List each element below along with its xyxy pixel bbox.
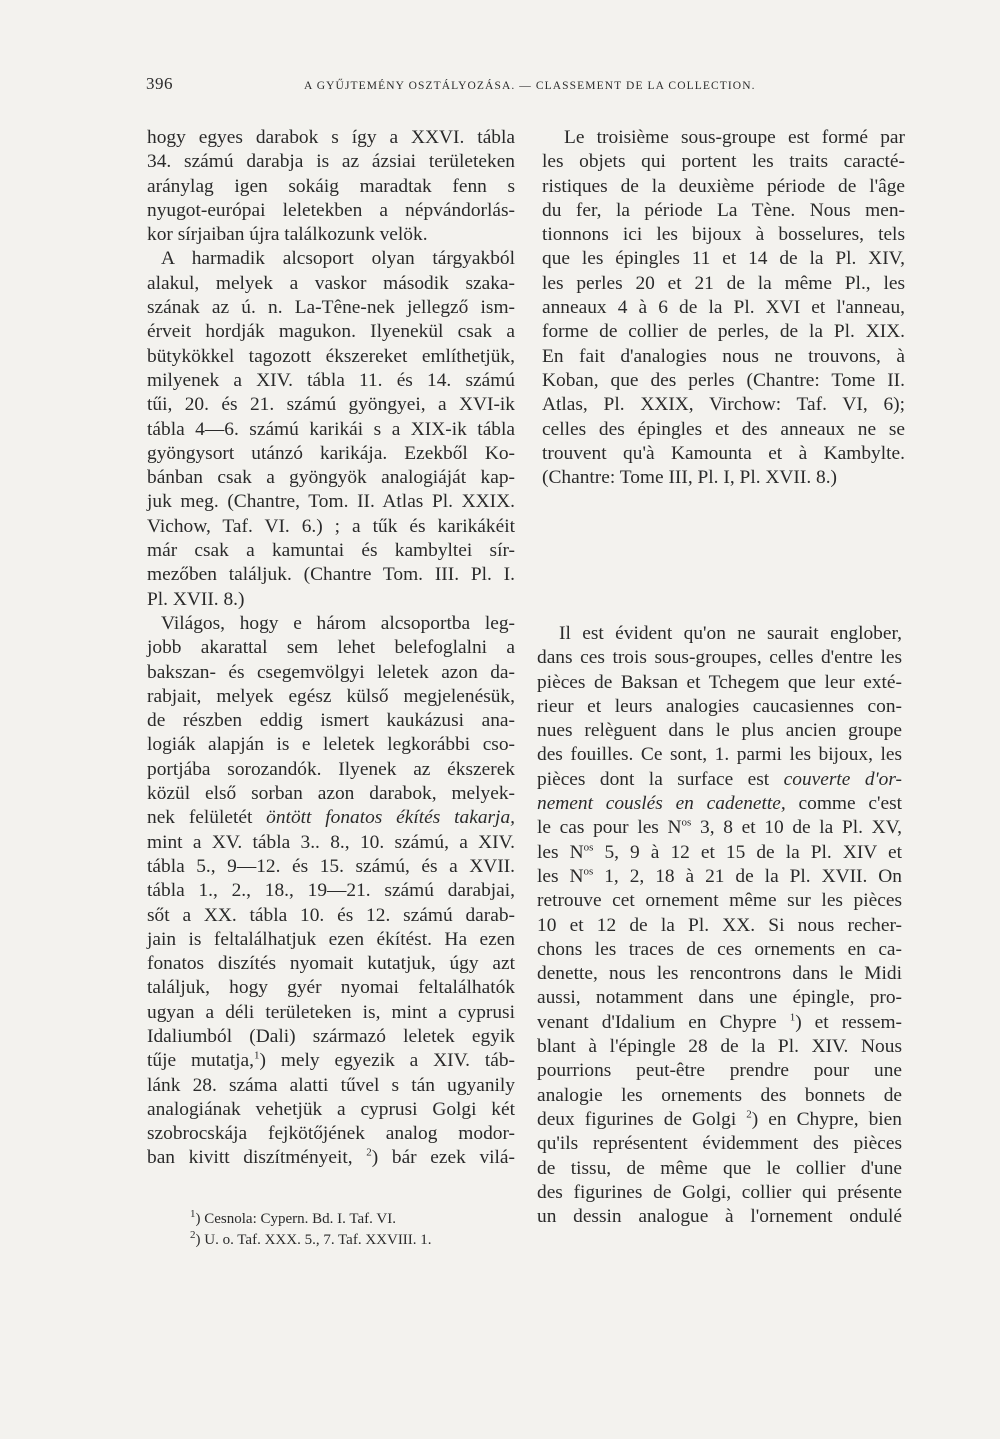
italic-phrase: öntött fonatos ékítés takarja, [266,807,515,829]
footnote-ref: 2 [746,1108,752,1121]
footnote-text: ) Cesnola: Cypern. Bd. I. Taf. VI. [195,1211,396,1227]
text-line: chons les traces de ces ornements en ca- [537,938,902,960]
text-line: tábla 1., 2., 18., 19—21. számú darabjai, [147,880,515,902]
text-line: bütykökkel tagozott ékszereket említhetjük, [147,345,515,367]
text-line: qu'ils représentent évidemment des pièces [537,1133,902,1155]
text-line [537,816,902,840]
text-line: sőt a XX. tábla 10. és 12. számú darab- [147,904,515,926]
text-line: tionnons ici les bijoux à bosselures, tels [542,224,905,246]
numero-superscript: os [681,816,692,829]
text-line: lánk 28. száma alatti tűvel s tán ugyanily [147,1074,515,1096]
footnote [190,1209,432,1230]
text-line: ristiques de la deuxième période de l'âge [542,175,905,197]
italic-phrase: couverte d'or- [783,768,902,790]
text-line: de részben eddig ismert kaukázusi ana- [147,710,515,732]
text-line: pièces de Baksan et Tchegem que leur exté- [537,671,902,693]
text-line [537,1108,902,1132]
text-line: pourrions peut-être prendre pour une [537,1060,902,1082]
text-line: forme de collier de perles, de la Pl. XIX. [542,321,905,343]
text-line: tábla 5., 9—12. és 15. számú, és a XVII. [147,855,515,877]
text-line: Le troisième sous-groupe est formé par [564,127,905,148]
text-line: aussi, notamment dans une épingle, pro- [537,987,902,1009]
text-line: des fouilles. Ce sont, 1. parmi les bijoux, les [537,744,902,766]
text-line: Atlas, Pl. XXIX, Virchow: Taf. VI, 6); [542,394,905,416]
text-line: aránylag igen sokáig maradtak fenn s [147,175,515,197]
text-line: que les épingles 11 et 14 de la Pl. XIV, [542,248,905,270]
text-run: 5, 9 à 12 et 15 de la Pl. XIV et [593,841,902,863]
footnote [190,1230,432,1251]
text-line: Pl. XVII. 8.) [147,588,245,610]
text-line: Vichow, Taf. VI. 6.) ; a tűk és karikákéit [147,515,515,537]
text-line: celles des épingles et des anneaux ne se [542,418,905,440]
footnote-text: ) U. o. Taf. XXX. 5., 7. Taf. XXVIII. 1. [195,1232,432,1248]
footnote-mark: 1 [190,1208,196,1220]
text-line: bakszan- és csegemvölgyi leletek azon da- [147,661,515,683]
text-line: milyenek a XIV. tábla 11. és 14. számú [147,369,515,391]
footnote-ref: 1 [253,1049,260,1062]
text-line: már csak a kamuntai és kambyltei sír- [147,540,515,562]
text-line: anneaux 4 à 6 de la Pl. XVI et l'anneau, [542,297,905,319]
text-line: logiák alapján is e leletek legkorábbi cso- [147,734,515,756]
text-line: rieur et leurs analogies caucasiennes con- [537,695,902,717]
text-line: jobb akarattal sem lehet belefoglalni a [147,637,515,659]
text-line: alakul, melyek a vaskor második szaka- [147,272,515,294]
text-line: közül első sorban azon darabok, melyek- [147,783,515,805]
text-line: rabjait, melyek egész külső megjelenésük, [147,685,515,707]
text-run: les N [537,865,584,887]
text-run: le cas pour les N [537,817,682,839]
text-line: ugyan a déli területeken is, mint a cyprusi [147,1001,515,1023]
text-run: nek felületét [147,807,267,829]
text-run: mely egyezik a XIV. táb- [265,1050,515,1072]
numero-superscript: os [583,865,594,878]
text-line: ban kivitt diszítményeit, $^2$) bár ezek vilá- [147,1147,515,1169]
footnotes [190,1209,432,1251]
text-line: mezőben találjuk. (Chantre Tom. III. Pl. I. [147,564,515,586]
text-run: venant d'Idalium en Chypre [537,1011,777,1033]
text-line: tűje mutatja,$^1$) mely egyezik a XIV. táb- [147,1049,515,1072]
text-run: bár ezek vilá- [378,1147,515,1169]
text-run: tűje mutatja, [147,1050,254,1072]
footnote-mark: 2 [190,1229,196,1241]
text-line: (Chantre: Tome III, Pl. I, Pl. XVII. 8.) [542,467,838,489]
text-line: találjuk, hogy gyér nyomai feltalálhatók [147,977,515,999]
text-line: denette, nous les rencontrons dans le Midi [537,963,902,985]
text-line: du fer, la période La Tène. Nous men- [542,199,905,221]
text-run: ) en Chypre, bien [751,1108,902,1130]
text-line: Világos, hogy e három alcsoportba leg- [161,612,515,634]
text-line: kor sírjaiban újra találkozunk velök. [147,224,428,246]
text-line: Idaliumból (Dali) származó leletek egyik [147,1025,515,1047]
right-column-bottom [537,622,902,1229]
text-line: szobrocskája fejkötőjének analog modor- [147,1123,515,1145]
text-line [537,768,902,792]
text-line [147,806,515,830]
text-line: dans ces trois sous-groupes, celles d'entre les [537,647,902,669]
page-number: 396 [146,74,173,93]
text-line: A harmadik alcsoport olyan tárgyakból [161,248,515,270]
text-line: tűi, 20. és 21. számú gyöngyei, a XVI-ik [147,394,515,416]
text-line: szának az ú. n. La-Têne-nek jellegző ism- [147,297,515,319]
text-line: trouvent qu'à Kamounta et à Kambylte. [542,442,905,464]
text-line: analogiának vehetjük a cyprusi Golgi két [147,1098,515,1120]
text-line: nues relèguent dans le plus ancien groupe [537,720,902,742]
text-line: érveit hordják magukon. Ilyenekül csak a [147,321,515,343]
text-line: 10 et 12 de la Pl. XX. Si nous recher- [537,914,902,936]
text-line [537,792,902,816]
text-line: fonatos diszítés nyomait kutatjuk, úgy azt [147,953,515,975]
right-column-top [542,126,905,490]
text-line: tábla 4—6. számú karikái s a XIX-ik tábla [147,418,515,440]
text-line: portjába sorozandók. Ilyenek az ékszerek [147,758,515,780]
running-head: A GYŰJTEMÉNY OSZTÁLYOZÁSA. — CLASSEMENT DE LA COLLECTION. [304,80,756,92]
left-column [147,126,515,1171]
text-run: ) et ressem- [795,1011,902,1033]
numero-superscript: os [583,841,594,854]
text-line [537,1011,902,1035]
text-line: les perles 20 et 21 de la même Pl., les [542,272,905,294]
text-line: des figurines de Golgi, collier qui présente [537,1181,902,1203]
footnote-ref: 2 [366,1147,372,1159]
text-run: ban kivitt diszítményeit, [147,1147,353,1169]
text-line: hogy egyes darabok s így a XXVI. tábla [147,127,515,148]
text-line: gyöngysort utánzó karikája. Ezekből Ko- [147,442,515,464]
text-line [537,841,902,865]
text-line: En fait d'analogies nous ne trouvons, à [542,345,905,367]
text-line: jain is feltalálhatjuk ezen ékítést. Ha ezen [147,928,515,950]
text-run: les N [537,841,584,863]
text-line: 34. számú darabja is az ázsiai területeken [147,151,515,173]
footnote-ref: 1 [789,1011,796,1024]
text-line: les objets qui portent les traits caracté- [542,151,905,173]
text-line [537,865,902,889]
text-run: 3, 8 et 10 de la Pl. XV, [691,817,903,839]
text-line: nyugot-európai leletekben a népvándorlás- [147,199,515,221]
text-line: de tissu, de même que le collier d'une [537,1157,902,1179]
text-line: retrouve cet ornement même sur les pièces [537,890,902,912]
text-line: Koban, que des perles (Chantre: Tome II. [542,369,905,391]
italic-phrase: nement couslés en cadenette, [537,793,786,815]
text-line: analogie les ornements des bonnets de [537,1084,902,1106]
text-line: Il est évident qu'on ne saurait englober, [559,623,902,644]
text-run: pièces dont la surface est [537,768,784,790]
text-line: bánban csak a gyöngyök analogiáját kap- [147,467,515,489]
text-run: deux figurines de Golgi [537,1108,737,1130]
text-line: un dessin analogue à l'ornement ondulé [537,1206,902,1228]
text-line: mint a XV. tábla 3.. 8., 10. számú, a XIV. [147,831,515,853]
text-line: blant à l'épingle 28 de la Pl. XIV. Nous [537,1036,902,1058]
text-run: comme c'est [785,793,902,815]
text-run: 1, 2, 18 à 21 de la Pl. XVII. On [593,865,902,887]
text-line: juk meg. (Chantre, Tom. II. Atlas Pl. XXIX. [147,491,515,513]
